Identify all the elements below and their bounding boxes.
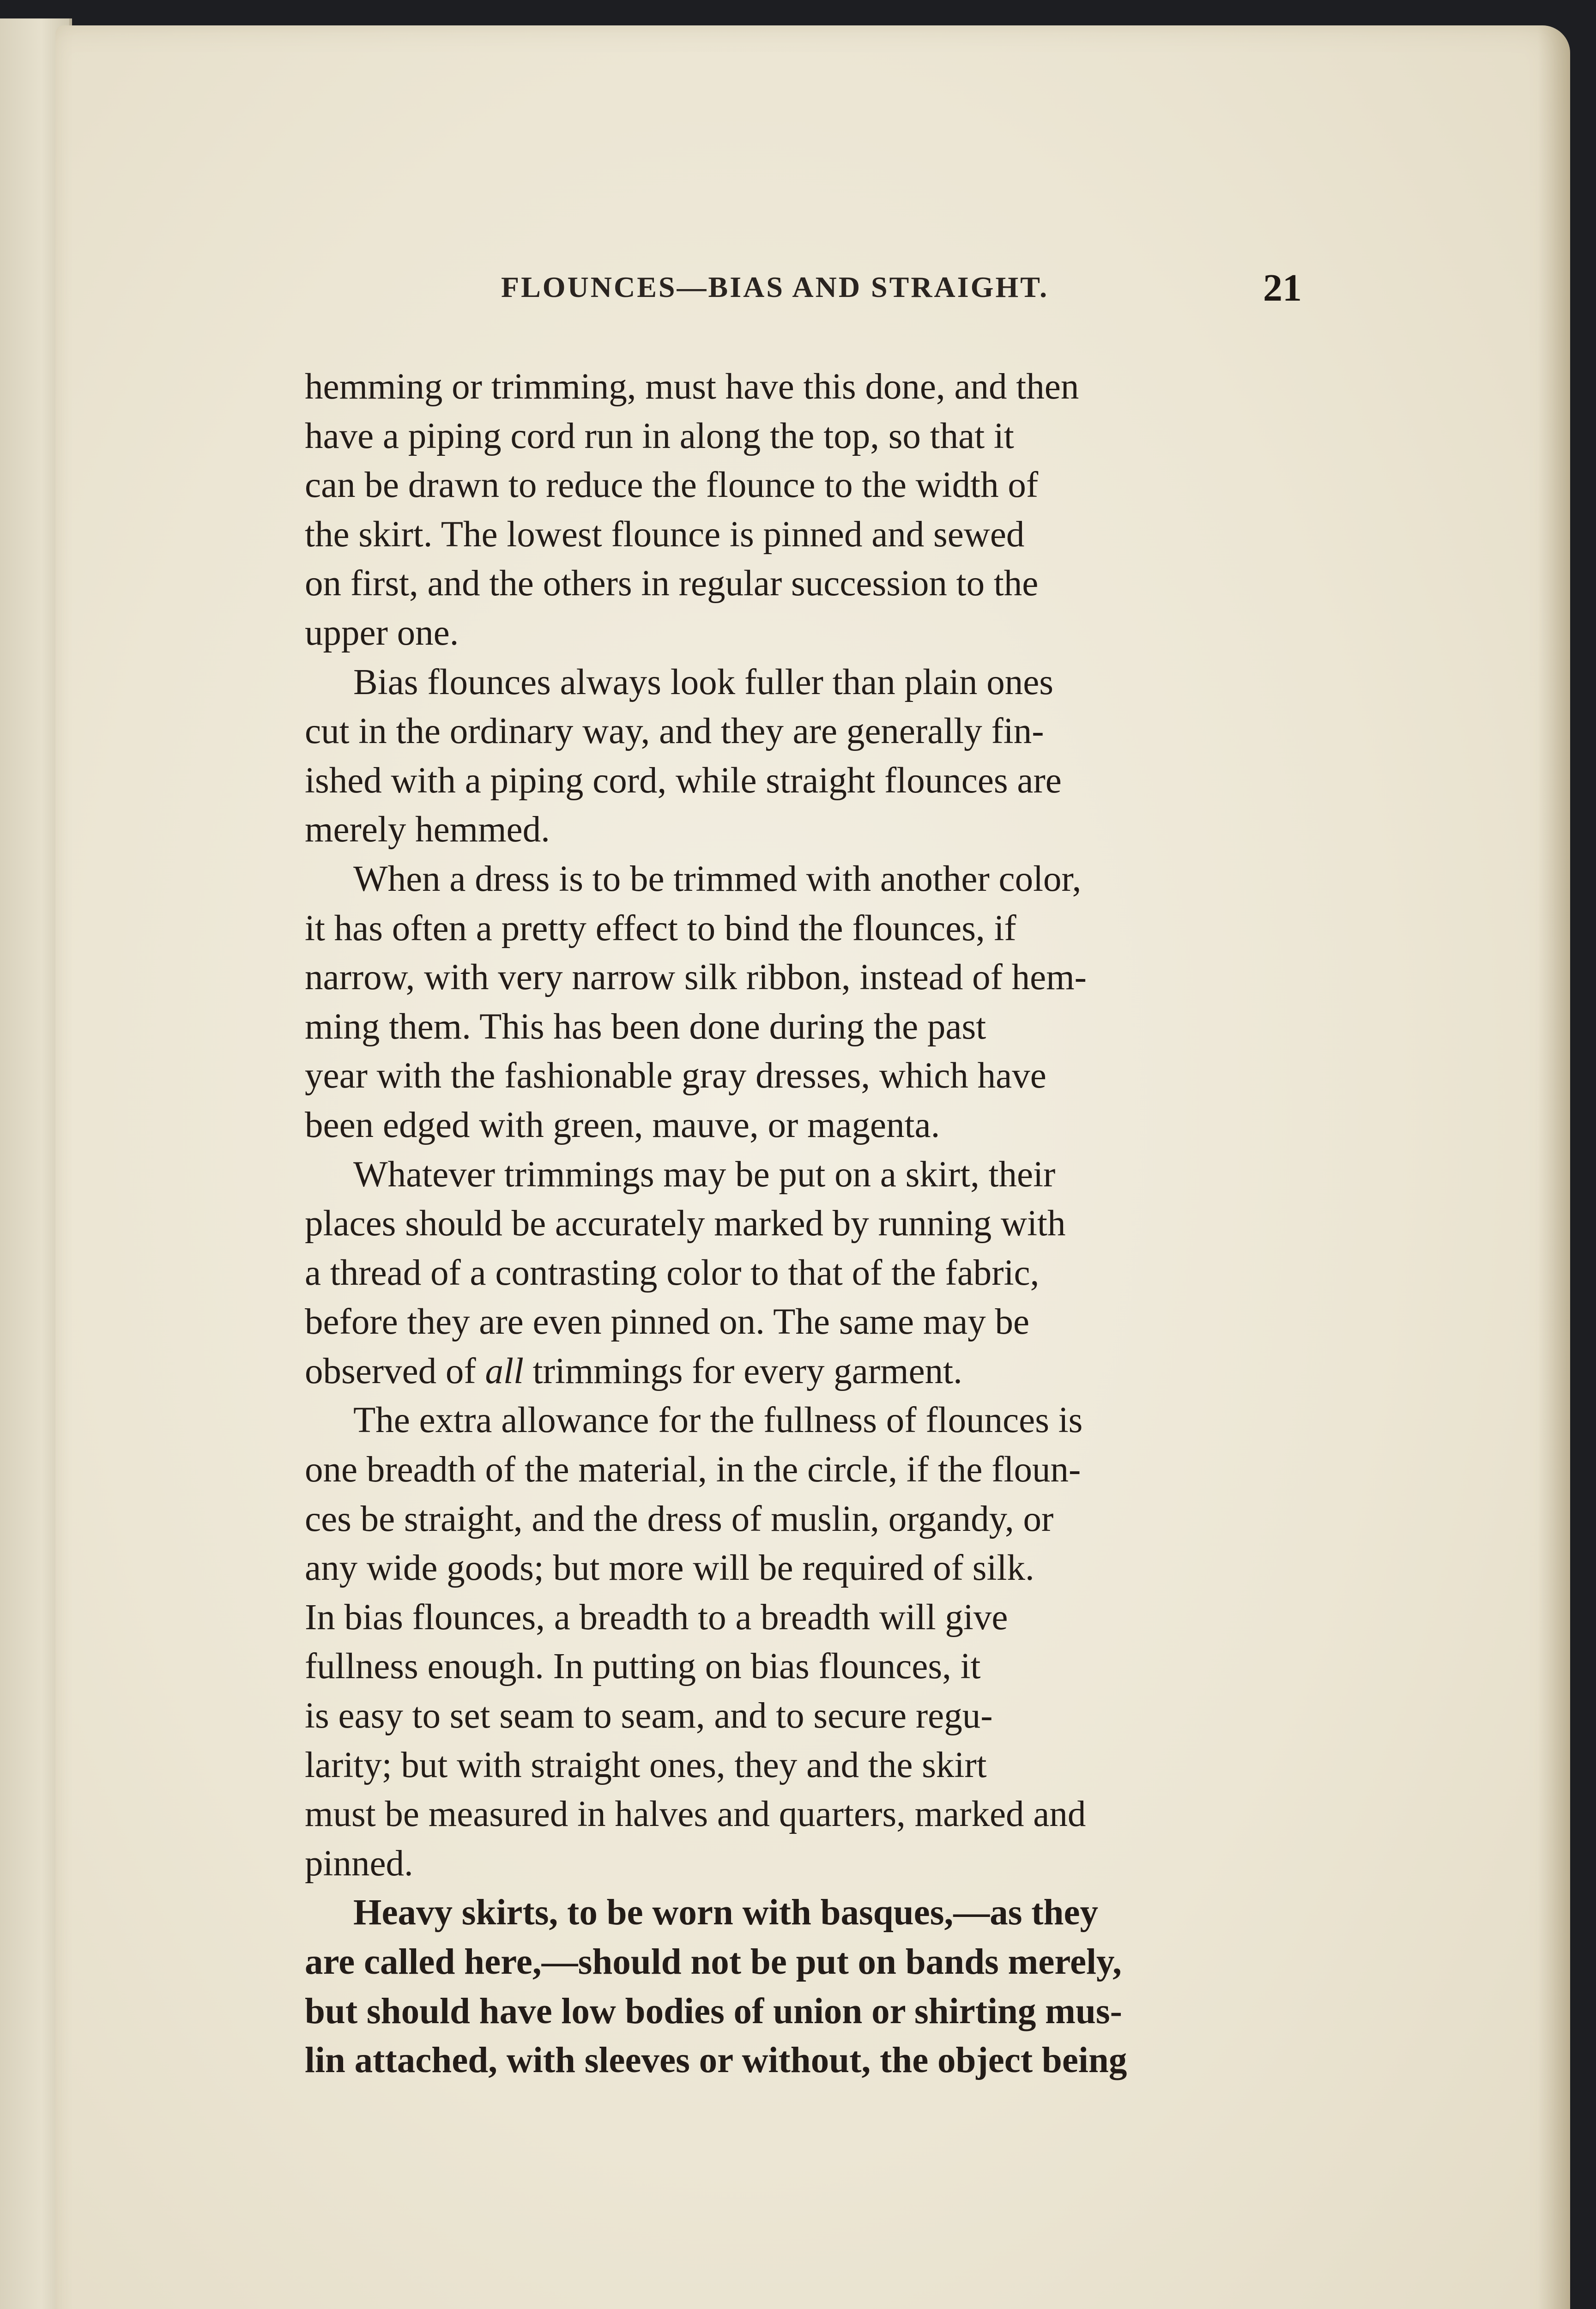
text-line-with-emphasis xyxy=(305,1347,1309,1396)
italic-emphasis: all xyxy=(485,1351,524,1391)
text-line: can be drawn to reduce the flounce to the width of xyxy=(305,465,1039,506)
page-number: 21 xyxy=(1263,266,1302,309)
text-line: cut in the ordinary way, and they are generally fin- xyxy=(305,711,1044,752)
text-line: upper one. xyxy=(305,612,459,653)
text-line: on first, and the others in regular succession to the xyxy=(305,563,1039,604)
text-line: places should be accurately marked by running with xyxy=(305,1203,1066,1244)
text-line: before they are even pinned on. The same may be xyxy=(305,1302,1030,1342)
text-line: larity; but with straight ones, they and the skirt xyxy=(305,1745,987,1785)
text-line: lin attached, with sleeves or without, the object being xyxy=(305,2040,1127,2081)
paragraph-start-line: Whatever trimmings may be put on a skirt, their xyxy=(353,1154,1056,1195)
text-line: any wide goods; but more will be required of silk. xyxy=(305,1548,1034,1589)
text-line: been edged with green, mauve, or magenta. xyxy=(305,1105,940,1145)
text-line: pinned. xyxy=(305,1843,413,1884)
text-line: are called here,—should not be put on bands merely, xyxy=(305,1942,1122,1982)
text-line: In bias flounces, a breadth to a breadth will give xyxy=(305,1597,1008,1638)
running-title: FLOUNCES—BIAS AND STRAIGHT. xyxy=(501,271,1049,303)
text-line: ming them. This has been done during the past xyxy=(305,1006,986,1047)
text-line: one breadth of the material, in the circle, if the floun- xyxy=(305,1450,1081,1490)
paragraph-start-line: Bias flounces always look fuller than plain ones xyxy=(353,662,1054,702)
text-line: must be measured in halves and quarters, marked and xyxy=(305,1794,1086,1835)
text-line: merely hemmed. xyxy=(305,810,550,850)
text-line: have a piping cord run in along the top, so that it xyxy=(305,416,1014,456)
text-line: narrow, with very narrow silk ribbon, instead of hem- xyxy=(305,957,1087,998)
text-line: ces be straight, and the dress of muslin, organdy, or xyxy=(305,1499,1054,1539)
text-line: fullness enough. In putting on bias flounces, it xyxy=(305,1646,981,1687)
text-line: year with the fashionable gray dresses, which have xyxy=(305,1056,1046,1096)
page-edge-shadow xyxy=(1538,25,1570,2309)
text-line: ished with a piping cord, while straight flounces are xyxy=(305,760,1062,801)
text-line: it has often a pretty effect to bind the flounces, if xyxy=(305,908,1016,949)
body-text xyxy=(305,363,1309,2085)
paragraph-start-line: When a dress is to be trimmed with another color, xyxy=(353,858,1082,899)
text-line: is easy to set seam to seam, and to secure regu- xyxy=(305,1696,993,1736)
text-line: but should have low bodies of union or shirting mus- xyxy=(305,1991,1122,2031)
text-segment: trimmings for every garment. xyxy=(523,1351,962,1391)
text-line: a thread of a contrasting color to that of the fabric, xyxy=(305,1252,1040,1293)
text-line: the skirt. The lowest flounce is pinned and sewed xyxy=(305,514,1025,555)
text-segment: observed of xyxy=(305,1351,485,1391)
paragraph-start-line: The extra allowance for the fullness of flounces is xyxy=(353,1400,1083,1441)
paragraph-start-line: Heavy skirts, to be worn with basques,—as they xyxy=(353,1892,1099,1933)
text-line: hemming or trimming, must have this done, and then xyxy=(305,367,1079,407)
